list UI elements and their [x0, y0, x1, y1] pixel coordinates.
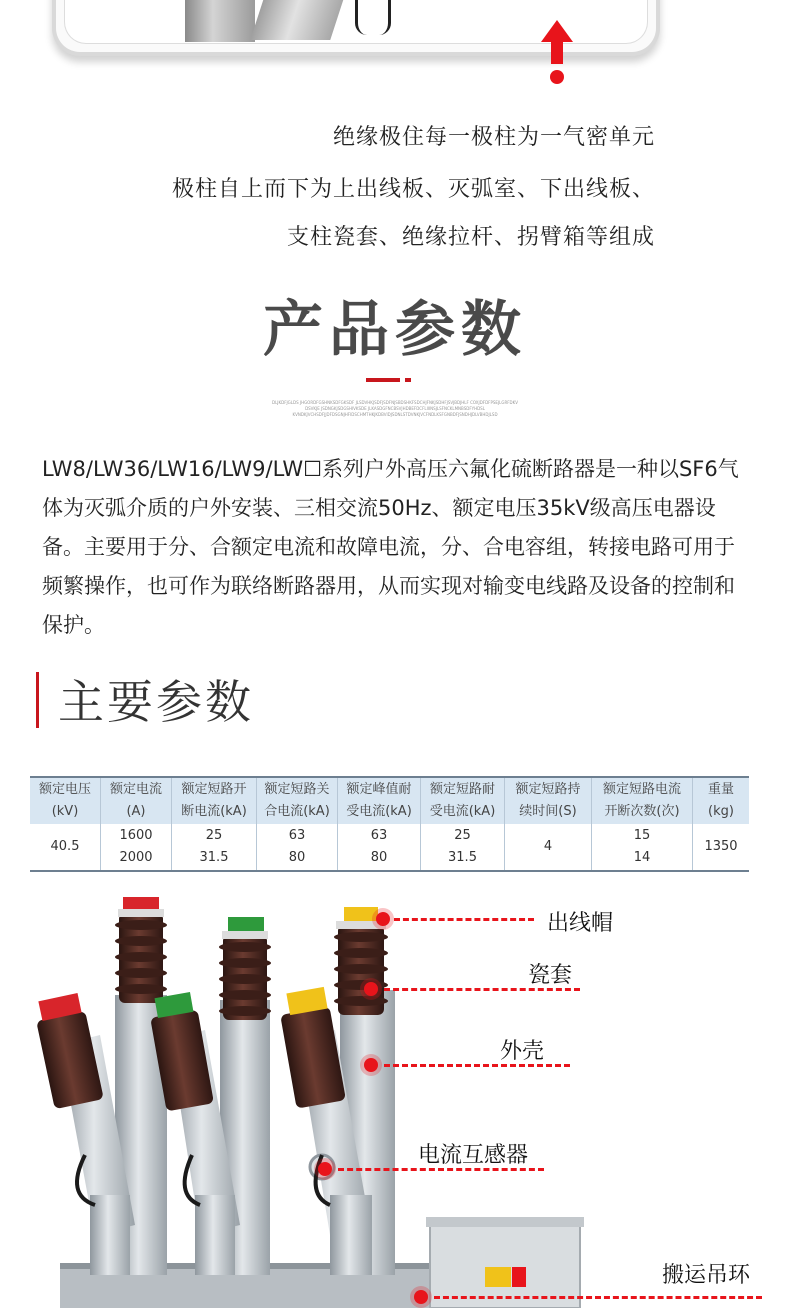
cell-operations: 15 14: [592, 824, 693, 871]
cell-weight: 1350: [693, 824, 750, 871]
callout-line: [394, 918, 534, 921]
label-ct: 电流互感器: [418, 1143, 529, 1168]
label-outlet-cap: 出线帽: [547, 911, 614, 936]
cell-short-time: 25 31.5: [421, 824, 505, 871]
header-duration: 额定短路持 续时间(S): [505, 777, 592, 824]
fine-print: DLJKDFJGLDS JHGORDFGSHNKSDFGKSDF JLSDVHKJSDFJSDFNJSBDSHKFSDCHJFNKJSDHFJSVJBDJHLF COXJDFDFPSEJLGRFDKV: [272, 400, 518, 405]
header-current: 额定电流 (A): [101, 777, 172, 824]
label-lifting-ring: 搬运吊环: [662, 1263, 751, 1288]
title-underline-dot: [405, 378, 411, 382]
warning-label: [485, 1267, 511, 1287]
header-making: 额定短路关 合电流(kA): [257, 777, 338, 824]
cable-illustration: [355, 0, 391, 35]
arrow-dot: [550, 70, 564, 84]
header-weight: 重量 (kg): [693, 777, 750, 824]
cell-duration: 4: [505, 824, 592, 871]
cell-making: 63 80: [257, 824, 338, 871]
pipe-illustration: [250, 0, 349, 40]
params-table: [30, 776, 749, 872]
fine-print: DSVKJE JSDNGKJSDGSHIVKSDE JLKASDGFNCBSVJHDBEFDCFLIIINSJLSFNCKLMNBSDFYHDSL: [305, 406, 485, 411]
callout-dot: [414, 1290, 428, 1304]
title-underline: [366, 378, 400, 382]
intro-line: 极柱自上而下为上出线板、灭弧室、下出线板、: [171, 177, 655, 202]
product-params-title: 产品参数: [263, 295, 527, 365]
header-voltage: 额定电压 (kV): [30, 777, 101, 824]
intro-line: 支柱瓷套、绝缘拉杆、拐臂箱等组成: [286, 225, 655, 250]
arrow-stem: [551, 40, 563, 64]
table-header-row: [30, 777, 749, 824]
header-breaking: 额定短路开 断电流(kA): [172, 777, 257, 824]
circuit-breaker-illustration: [0, 895, 790, 1308]
section-accent-bar: [36, 672, 39, 728]
pipe-illustration: [185, 0, 255, 42]
callout-dot: [364, 1058, 378, 1072]
cell-peak: 63 80: [338, 824, 421, 871]
callout-dot: [318, 1162, 332, 1176]
header-short-time: 额定短路耐 受电流(kA): [421, 777, 505, 824]
main-params-title: 主要参数: [58, 675, 254, 729]
header-operations: 额定短路电流 开断次数(次): [592, 777, 693, 824]
arrow-up-icon: [541, 20, 573, 42]
cell-breaking: 25 31.5: [172, 824, 257, 871]
callout-dot: [376, 912, 390, 926]
callout-dot: [364, 982, 378, 996]
label-housing: 外壳: [500, 1039, 545, 1064]
cell-voltage: 40.5: [50, 839, 80, 854]
product-description: LW8/LW36/LW16/LW9/LW☐系列户外高压六氟化硫断路器是一种以SF6气体为灭弧介质的户外安装、三相交流50Hz、额定电压35kV级高压电器设备。主要用于分、合额定电流和故障电流，分、合电容组，转接电路可用于频繁操作，也可作为联络断路器用，从而实现对输变电线路及设备的控制和保护。: [42, 457, 739, 637]
table-row: [30, 824, 749, 871]
intro-line: 绝缘极住每一极柱为一气密单元: [332, 125, 655, 150]
callout-line: [434, 1296, 762, 1299]
fine-print: KVNDKJVCHSDFJJDFDSGNJHFIDSCHMTHKJKDBVIDJSDNLSTDVNKJVCFNDLKSFGNBDFJSNDHJDLVBHDJLSD: [292, 412, 498, 417]
cell-current: 1600 2000: [101, 824, 172, 871]
label-bushing: 瓷套: [528, 963, 573, 988]
header-peak: 额定峰值耐 受电流(kA): [338, 777, 421, 824]
